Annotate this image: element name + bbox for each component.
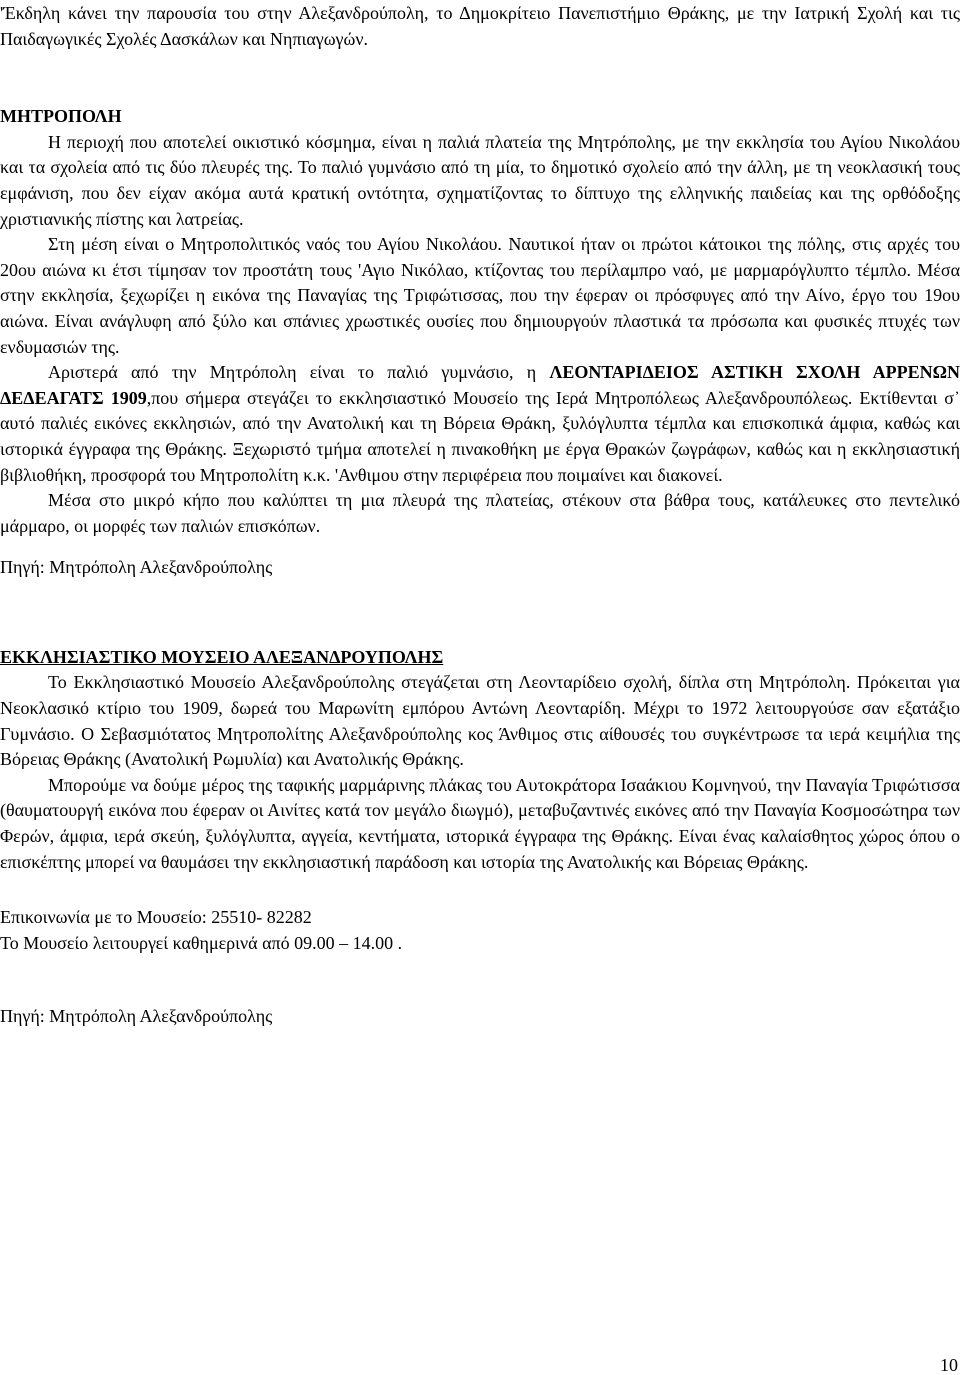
spacer <box>0 875 960 905</box>
page-number: 10 <box>940 1355 958 1375</box>
paragraph-text: Αριστερά από την Μητρόπολη είναι το παλιό γυμνάσιο, η <box>48 362 550 383</box>
metropoli-heading: ΜΗΤΡΟΠΟΛΗ <box>0 106 122 127</box>
museum-heading: ΕΚΚΛΗΣΙΑΣΤΙΚΟ ΜΟΥΣΕΙΟ ΑΛΕΞΑΝΔΡΟΥΠΟΛΗΣ <box>0 646 444 667</box>
museum-paragraph-2: Μπορούμε να δούμε μέρος της ταφικής μαρμάρινης πλάκας του Αυτοκράτορα Ισαάκιου Κομνηνού, την Παναγία Τριφώτισσα (θαυματουργή εικόνα που έφεραν οι Αινίτες κατά τον μεγάλο διωγμό), μεταβυζαντινές εικόνες από την Παναγία Κοσμοσώτηρα των Φερών, άμφια, ιερά σκεύη, ξυλόγλυπτα, αγγεία, κεντήματα, ιστορικά έγγραφα της Θράκης. Είναι ένας καλαίσθητος χώρος όπου ο επισκέπτης μπορεί να θαυμάσει την εκκλησιαστική παράδοση και ιστορία της Ανατολικής και Βόρειας Θράκης. <box>0 774 960 872</box>
metropoli-paragraph-1: Η περιοχή που αποτελεί οικιστικό κόσμημα, είναι η παλιά πλατεία της Μητρόπολης, με την εκκλησία του Αγίου Νικολάου και τα σχολεία από τις δύο πλευρές της. Το παλιό γυμνάσιο από τη μία, το δημοτικό σχολείο από την άλλη, με τη νεοκλασική τους εμφάνιση, που δεν είχαν ακόμα αυτά κρατική οντότητα, σχηματίζοντας το δίπτυχο της ελληνικής παιδείας και της ορθόδοξης χριστιανικής πίστης και λατρείας. <box>0 131 960 229</box>
museum-hours: Το Μουσείο λειτουργεί καθημερινά από 09.00 – 14.00 . <box>0 932 403 953</box>
spacer <box>0 539 960 555</box>
school-name-bold: ΛΕΟΝΤΑΡΙΔΕΙΟΣ ΑΣΤΙΚΗ ΣΧΟΛΗ ΑΡΡΕΝΩΝ ΔΕΔΕΑΓΑΤΣ 1909 <box>0 362 960 408</box>
museum-source: Πηγή: Μητρόπολη Αλεξανδρούπολης <box>0 1006 273 1027</box>
metropoli-section <box>0 104 960 581</box>
spacer <box>0 52 960 104</box>
museum-contact: Επικοινωνία με το Μουσείο: 25510- 82282 <box>0 907 312 928</box>
metropoli-paragraph-2: Στη μέση είναι ο Μητροπολιτικός ναός του Αγίου Νικολάου. Ναυτικοί ήταν οι πρώτοι κάτοικοι της πόλης, στις αρχές του 20ου αιώνα κι έτσι τίμησαν τον προστάτη τους 'Αγιο Νικόλαο, κτίζοντας του περίλαμπρο ναό, με μαρμαρόγλυπτο τέμπλο. Μέσα στην εκκλησία, ξεχωρίζει η εικόνα της Παναγίας της Τριφώτισσας, που την έφεραν οι πρόσφυγες από την Αίνο, έργο του 19ου αιώνα. Είναι ανάγλυφη από ξύλο και σπάνιες χρωστικές ουσίες που δημιουργούν πλαστικά τα πρόσωπα και φυσικές πτυχές των ενδυμασιών της. <box>0 234 960 357</box>
museum-section <box>0 645 960 1030</box>
metropoli-paragraph-3 <box>0 360 960 488</box>
spacer <box>0 581 960 645</box>
spacer <box>0 956 960 1004</box>
metropoli-paragraph-4: Μέσα στο μικρό κήπο που καλύπτει τη μια πλευρά της πλατείας, στέκουν στα βάθρα τους, κατάλευκες στο πεντελικό μάρμαρο, οι μορφές των παλιών επισκόπων. <box>0 490 960 536</box>
metropoli-source: Πηγή: Μητρόπολη Αλεξανδρούπολης <box>0 557 273 578</box>
intro-paragraph: 'Έκδηλη κάνει την παρουσία του στην Αλεξανδρούπολη, το Δημοκρίτειο Πανεπιστήμιο Θράκης, με την Ιατρική Σχολή και τις Παιδαγωγικές Σχολές Δασκάλων και Νηπιαγωγών. <box>0 3 960 49</box>
museum-paragraph-1: Το Εκκλησιαστικό Μουσείο Αλεξανδρούπολης στεγάζεται στη Λεονταρίδειο σχολή, δίπλα στη Μητρόπολη. Πρόκειται για Νεοκλασικό κτίριο του 1909, δωρεά του Μαρωνίτη εμπόρου Αντώνη Λεονταρίδη. Μέχρι το 1972 λειτουργούσε σαν εξατάξιο Γυμνάσιο. Ο Σεβασμιότατος Μητροπολίτης Αλεξανδρούπολης κος Άνθιμος στις αίθουσές του συγκέντρωσε τα ιερά κειμήλια της Βόρειας Θράκης (Ανατολική Ρωμυλία) και Ανατολικής Θράκης. <box>0 672 960 770</box>
paragraph-text: ,που σήμερα στεγάζει το εκκλησιαστικό Μουσείο της Ιερά Μητροπόλεως Αλεξανδρουπόλεως. Εκτίθενται σ᾽ αυτό παλιές εικόνες εκκλησιών, από την Ανατολική και τη Βόρεια Θράκη, ξυλόγλυπτα τέμπλα και επισκοπικά άμφια, καθώς και ιστορικά έγγραφα της Θράκης. Ξεχωριστό τμήμα αποτελεί η πινακοθήκη με έργα Θρακών ζωγράφων, καθώς και η εκκλησιαστική βιβλιοθήκη, προσφορά του Μητροπολίτη κ.κ. 'Ανθιμου στην περιφέρεια που ποιμαίνει και διακονεί. <box>0 387 960 485</box>
